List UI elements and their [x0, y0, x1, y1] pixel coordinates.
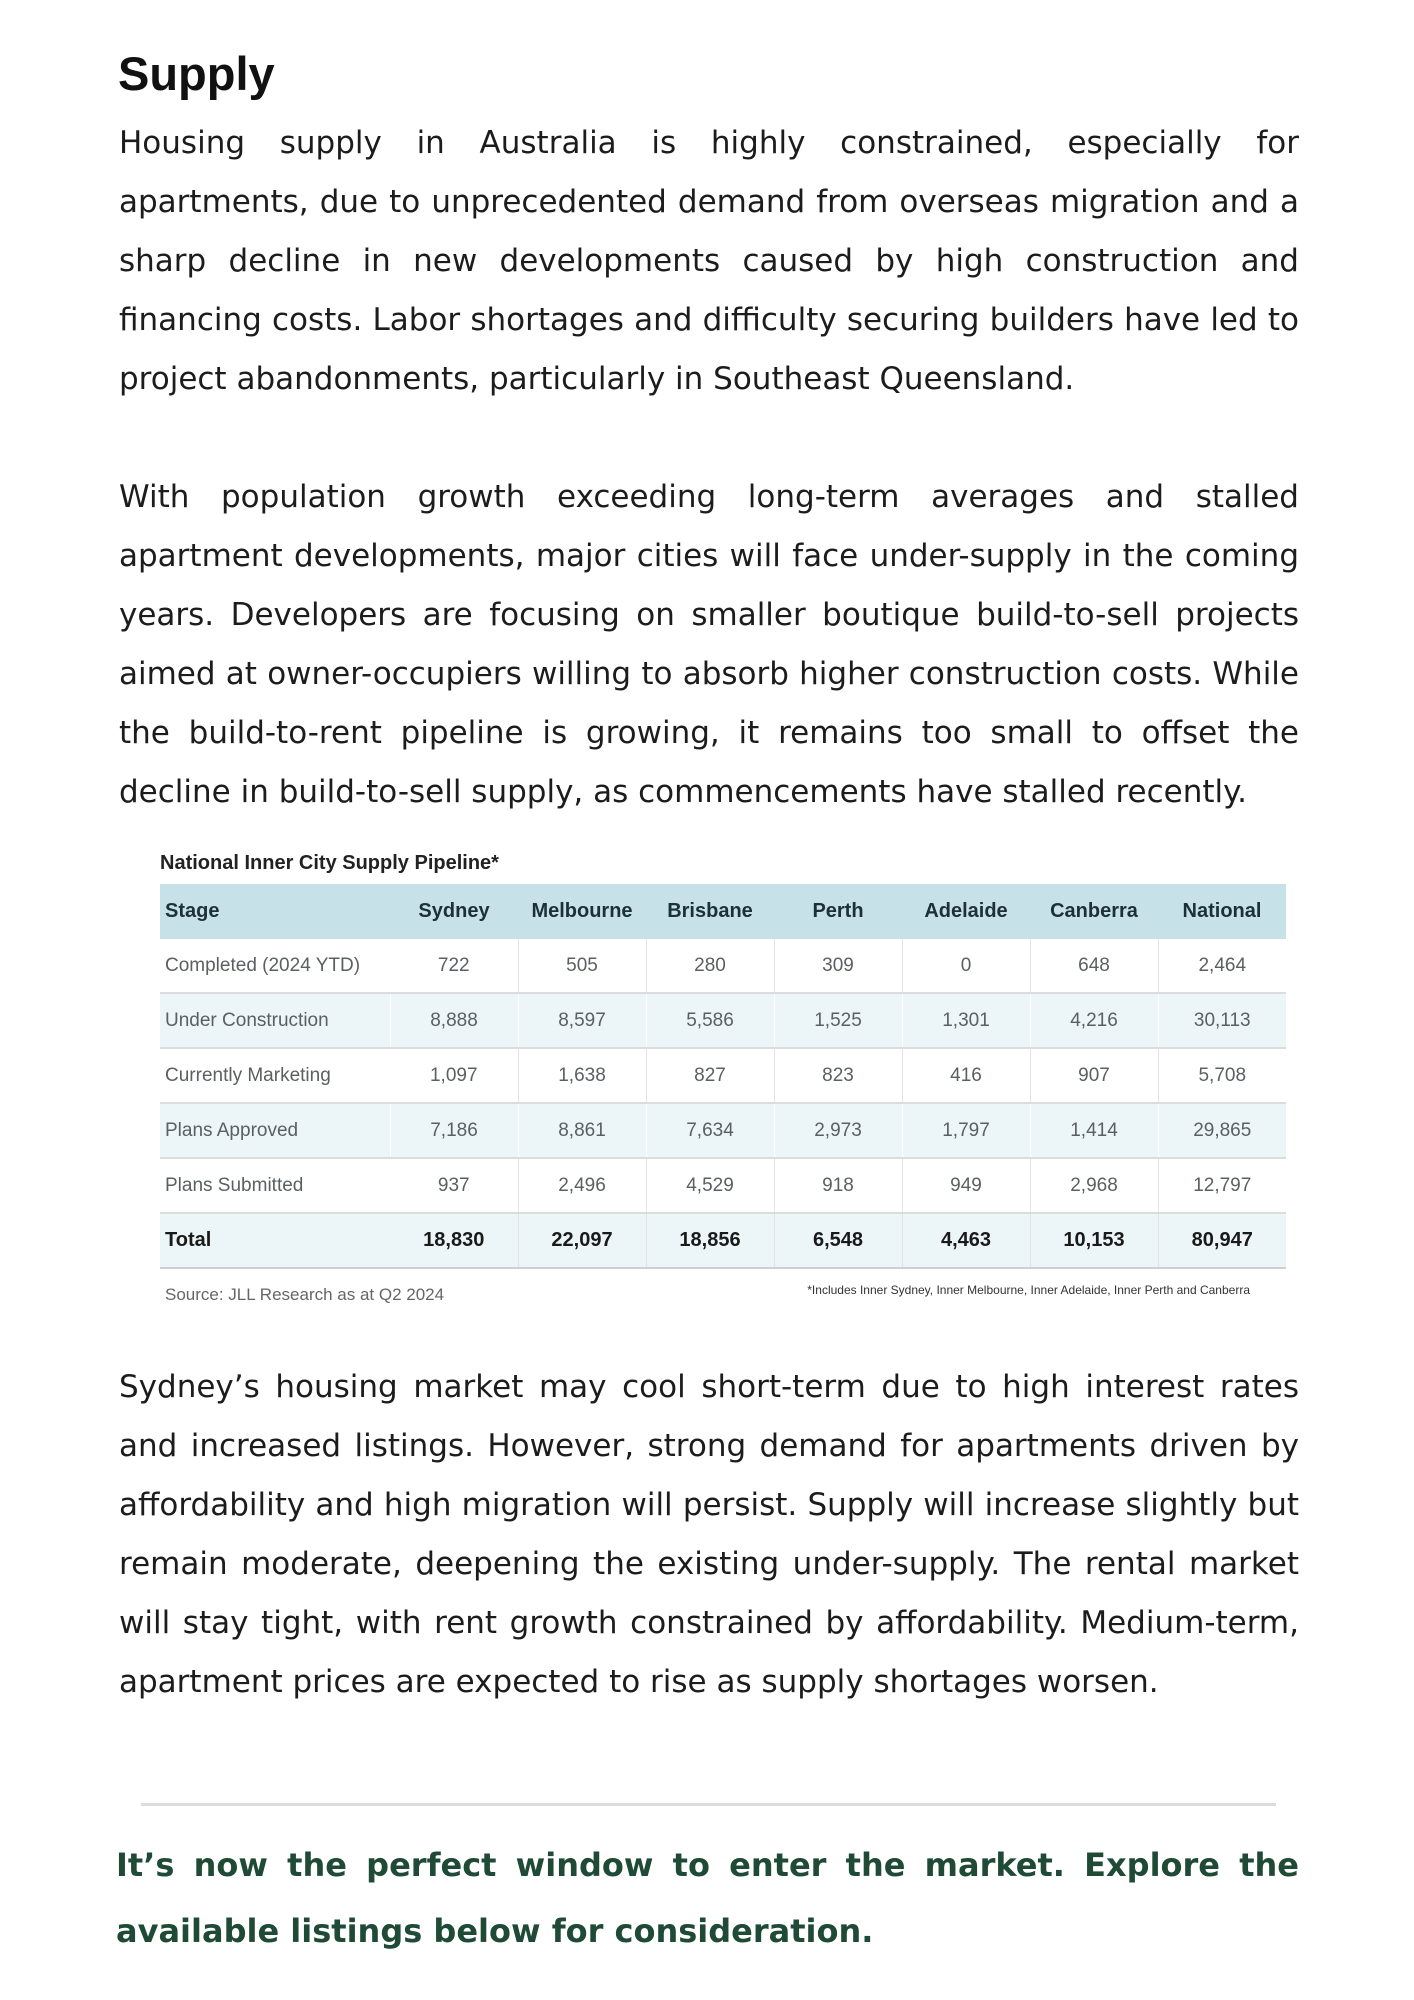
row-label: Currently Marketing — [160, 1048, 390, 1103]
table-cell: 1,638 — [518, 1048, 646, 1103]
column-header: Canberra — [1030, 884, 1158, 939]
table-cell: 0 — [902, 939, 1030, 993]
column-header: Sydney — [390, 884, 518, 939]
table-cell: 12,797 — [1158, 1158, 1286, 1213]
table-cell: 29,865 — [1158, 1103, 1286, 1158]
paragraph-supply-constraints: Housing supply in Australia is highly constrained, especially for apartments, due to unprecedented demand from overseas migration and a sharp decline in new developments caused by high construction and financing costs. Labor shortages and difficulty securing builders have led to project abandonments, particularly in Southeast Queensland. — [119, 125, 1299, 397]
table-cell: 722 — [390, 939, 518, 993]
table-cell: 5,708 — [1158, 1048, 1286, 1103]
table-cell: 648 — [1030, 939, 1158, 993]
table-total-row — [160, 1213, 1286, 1268]
supply-pipeline-table — [160, 884, 1286, 1269]
table-cell: 6,548 — [774, 1213, 902, 1268]
table-cell: 907 — [1030, 1048, 1158, 1103]
table-cell: 918 — [774, 1158, 902, 1213]
table-cell: 4,529 — [646, 1158, 774, 1213]
column-header: Melbourne — [518, 884, 646, 939]
row-label: Plans Approved — [160, 1103, 390, 1158]
table-cell: 505 — [518, 939, 646, 993]
paragraph-undersupply: With population growth exceeding long-term averages and stalled apartment developments, major cities will face under-supply in the coming years. Developers are focusing on smaller boutique build-to-sell projects aimed at owner-occupiers willing to absorb higher construction costs. While the build-to-rent pipeline is growing, it remains too small to offset the decline in build-to-sell supply, as commencements have stalled recently. — [119, 479, 1299, 810]
table-cell: 1,797 — [902, 1103, 1030, 1158]
column-header: Brisbane — [646, 884, 774, 939]
table-cell: 2,496 — [518, 1158, 646, 1213]
table-cell: 5,586 — [646, 993, 774, 1048]
table-cell: 18,856 — [646, 1213, 774, 1268]
table-cell: 309 — [774, 939, 902, 993]
paragraph-sydney-outlook: Sydney’s housing market may cool short-term due to high interest rates and increased listings. However, strong demand for apartments driven by affordability and high migration will persist. Supply will increase slightly but remain moderate, deepening the existing under-supply. The rental market will stay tight, with rent growth constrained by affordability. Medium-term, apartment prices are expected to rise as supply shortages worsen. — [119, 1369, 1299, 1700]
row-label: Total — [160, 1213, 390, 1268]
table-row — [160, 993, 1286, 1048]
table-cell: 8,861 — [518, 1103, 646, 1158]
table-cell: 22,097 — [518, 1213, 646, 1268]
table-cell: 80,947 — [1158, 1213, 1286, 1268]
table-row — [160, 1103, 1286, 1158]
table-cell: 280 — [646, 939, 774, 993]
row-label: Completed (2024 YTD) — [160, 939, 390, 993]
row-label: Plans Submitted — [160, 1158, 390, 1213]
supply-pipeline-table-figure — [160, 848, 1270, 1319]
table-source: Source: JLL Research as at Q2 2024 — [165, 1285, 445, 1304]
section-divider — [141, 1803, 1276, 1806]
column-header: Stage — [160, 884, 390, 939]
table-cell: 2,464 — [1158, 939, 1286, 993]
table-row — [160, 1158, 1286, 1213]
row-label: Under Construction — [160, 993, 390, 1048]
table-cell: 4,463 — [902, 1213, 1030, 1268]
column-header: Adelaide — [902, 884, 1030, 939]
table-cell: 8,888 — [390, 993, 518, 1048]
table-cell: 2,968 — [1030, 1158, 1158, 1213]
table-cell: 1,525 — [774, 993, 902, 1048]
table-cell: 8,597 — [518, 993, 646, 1048]
table-cell: 7,186 — [390, 1103, 518, 1158]
table-header-row — [160, 884, 1286, 939]
call-to-action: It’s now the perfect window to enter the market. Explore the available listings below for consideration. — [116, 1846, 1299, 1950]
column-header: Perth — [774, 884, 902, 939]
table-cell: 949 — [902, 1158, 1030, 1213]
section-heading: Supply — [118, 47, 275, 100]
table-cell: 937 — [390, 1158, 518, 1213]
table-cell: 10,153 — [1030, 1213, 1158, 1268]
table-cell: 2,973 — [774, 1103, 902, 1158]
table-footnote: *Includes Inner Sydney, Inner Melbourne, Inner Adelaide, Inner Perth and Canberra — [807, 1283, 1250, 1297]
table-cell: 18,830 — [390, 1213, 518, 1268]
table-cell: 416 — [902, 1048, 1030, 1103]
table-row — [160, 939, 1286, 993]
table-row — [160, 1048, 1286, 1103]
table-cell: 1,097 — [390, 1048, 518, 1103]
table-cell: 7,634 — [646, 1103, 774, 1158]
column-header: National — [1158, 884, 1286, 939]
table-cell: 4,216 — [1030, 993, 1158, 1048]
table-cell: 1,414 — [1030, 1103, 1158, 1158]
table-cell: 827 — [646, 1048, 774, 1103]
table-cell: 30,113 — [1158, 993, 1286, 1048]
table-title: National Inner City Supply Pipeline* — [160, 852, 499, 874]
table-footer — [160, 1279, 1270, 1319]
table-cell: 1,301 — [902, 993, 1030, 1048]
table-cell: 823 — [774, 1048, 902, 1103]
